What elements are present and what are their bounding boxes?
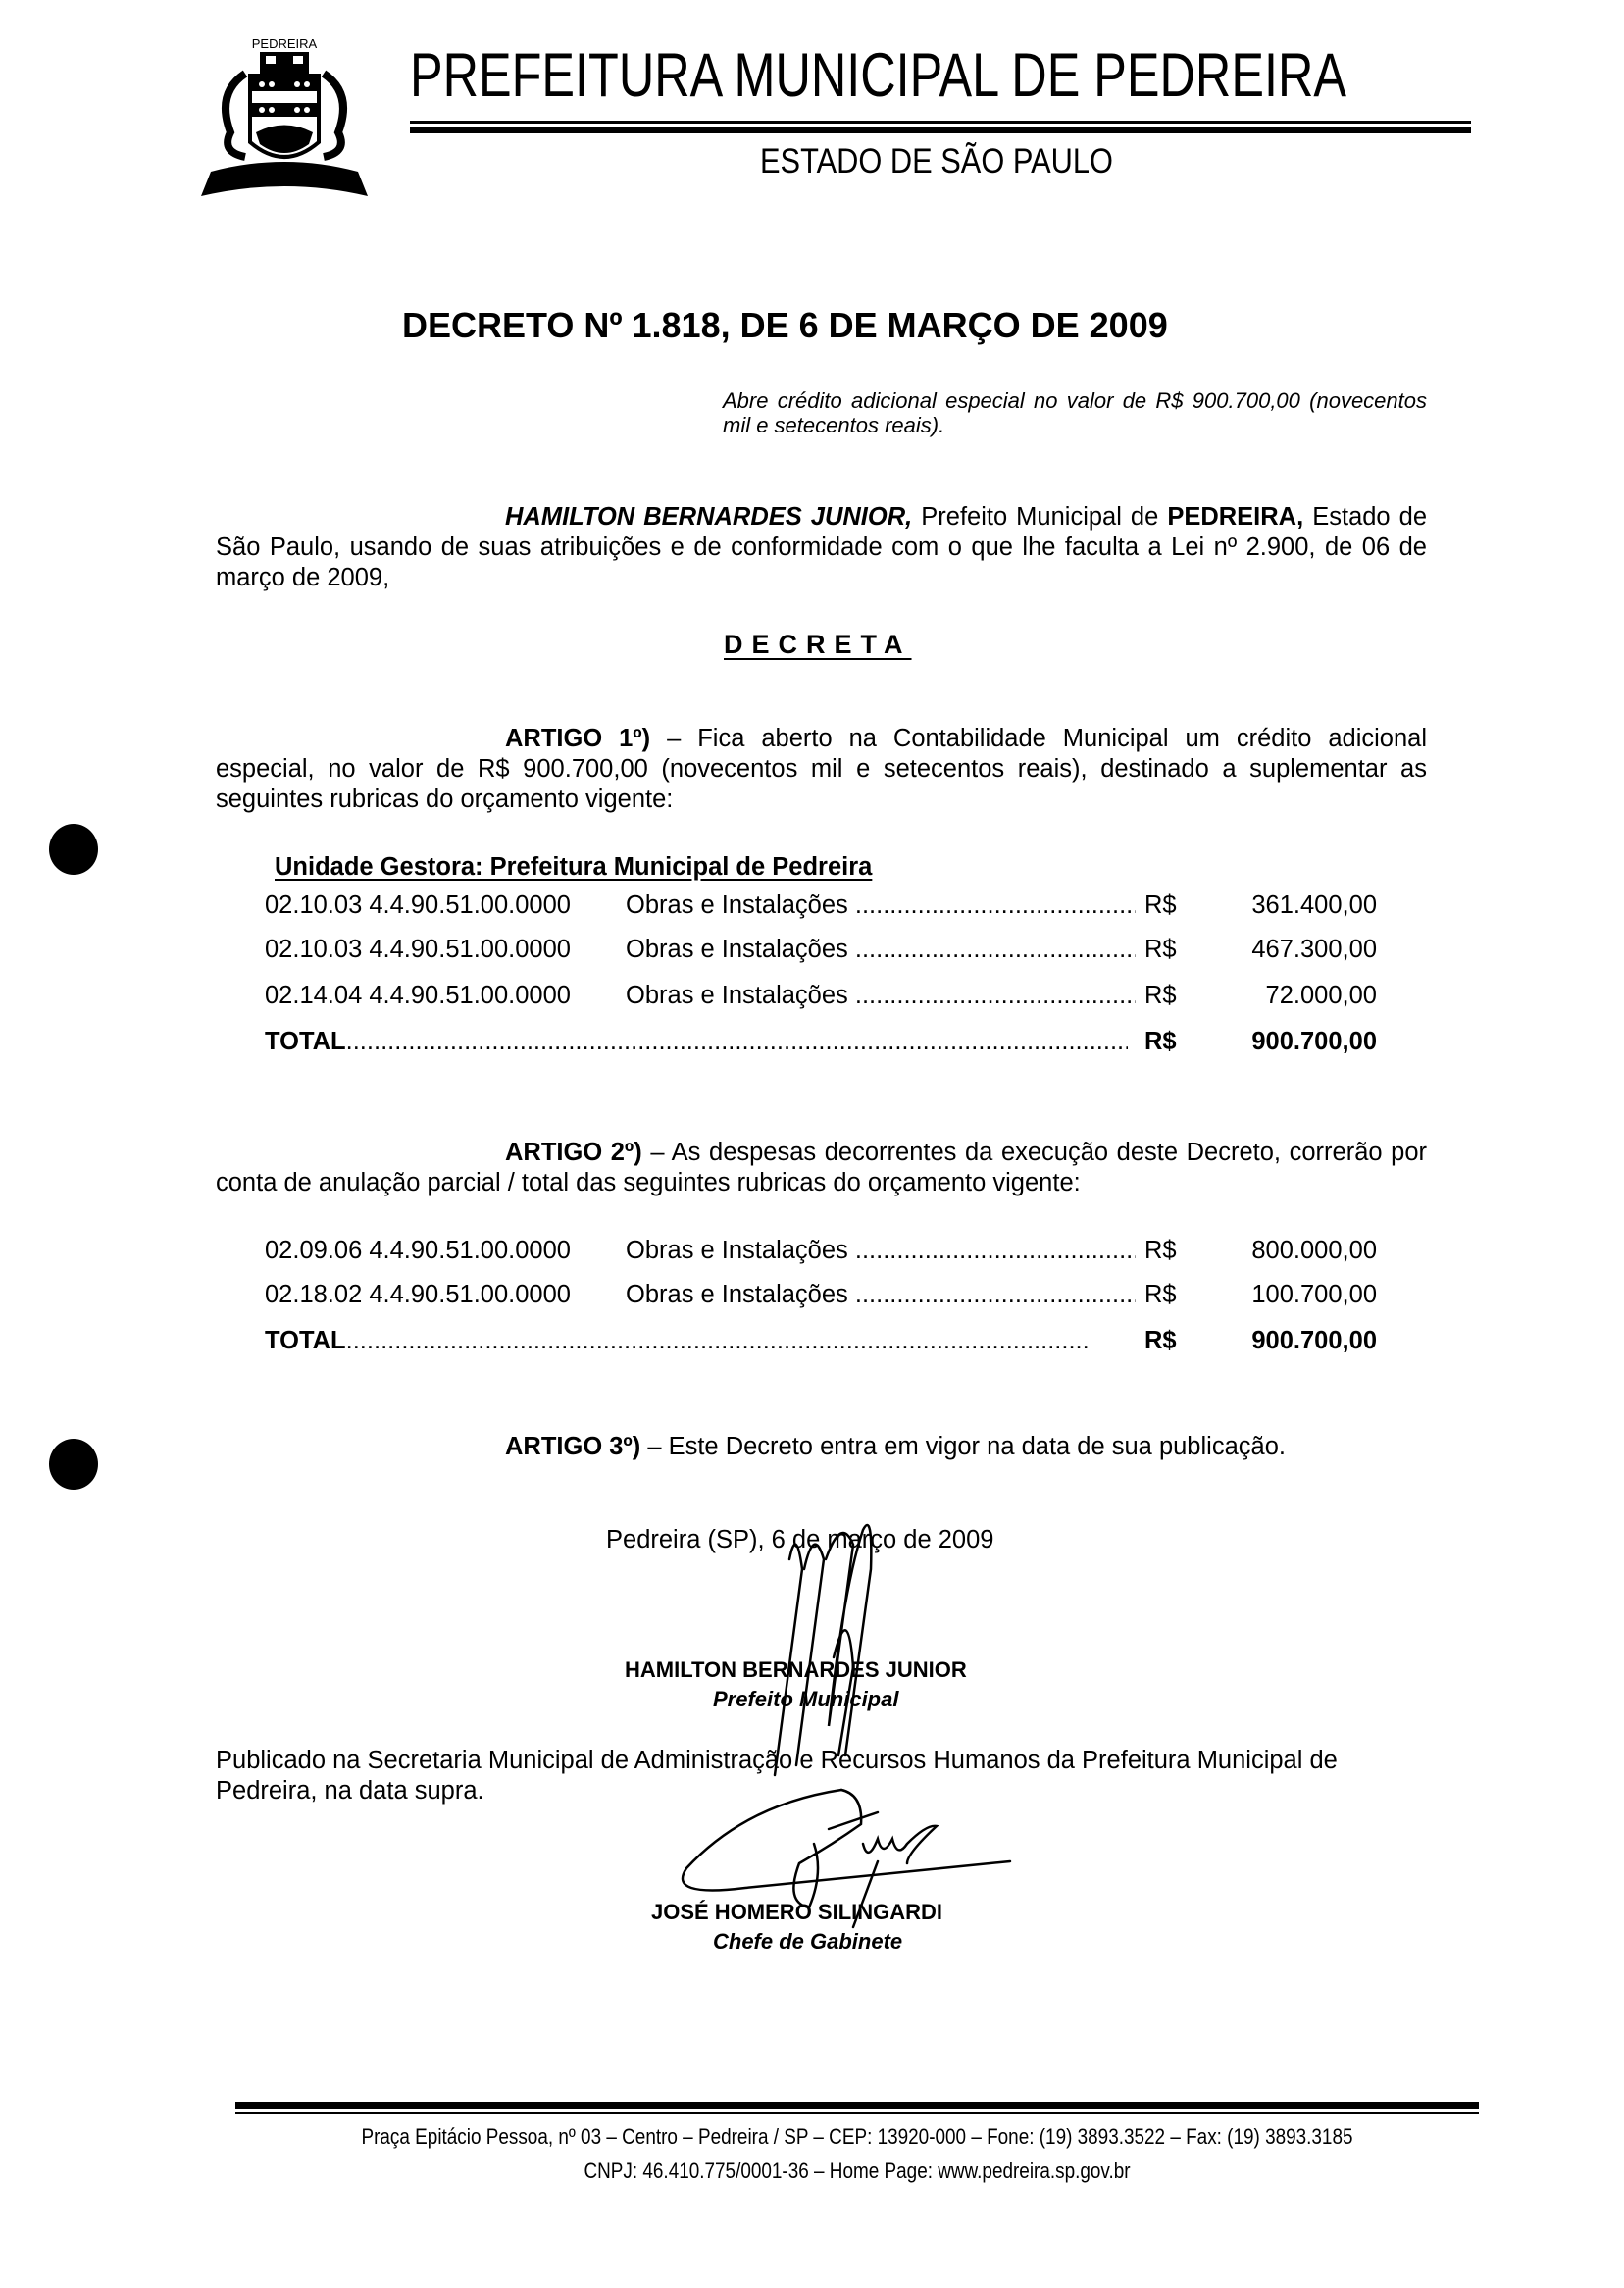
publication-note: Publicado na Secretaria Municipal de Administração e Recursos Humanos da Prefeitura Municipal de Pedreira, na data supra. xyxy=(216,1747,1338,1805)
footer-address: Praça Epitácio Pessoa, nº 03 – Centro – Pedreira / SP – CEP: 13920-000 – Fone: (19) 3893.3522 – Fax: (19) 3893.3185 xyxy=(361,2124,1353,2149)
row-description: Obras e Instalações ..... xyxy=(626,935,1136,964)
row-code: 02.10.03 4.4.90.51.00.0000 xyxy=(265,891,571,919)
row-currency: R$ xyxy=(1144,891,1177,919)
table-row xyxy=(265,1236,1377,1265)
preamble-paragraph xyxy=(216,502,1427,593)
table-row xyxy=(265,981,1377,1010)
article-2-label: ARTIGO 2º) xyxy=(505,1139,642,1166)
row-currency: R$ xyxy=(1144,982,1177,1009)
row-amount: 361.400,00 xyxy=(1251,891,1377,919)
table-total-row xyxy=(265,1326,1377,1355)
punch-hole xyxy=(49,1439,98,1490)
mayor-name: HAMILTON BERNARDES JUNIOR, xyxy=(505,503,913,531)
row-amount: 72.000,00 xyxy=(1265,982,1377,1009)
row-description: Obras e Instalações ..... xyxy=(626,890,1136,920)
article-3 xyxy=(216,1432,1427,1462)
row-currency: R$ xyxy=(1144,1281,1177,1308)
header-divider xyxy=(410,121,1471,124)
signer-1-role: Prefeito Municipal xyxy=(713,1687,899,1711)
preamble-text: Prefeito Municipal de xyxy=(912,503,1168,531)
total-currency: R$ xyxy=(1144,1028,1177,1055)
footer-divider xyxy=(235,2112,1479,2114)
row-code: 02.10.03 4.4.90.51.00.0000 xyxy=(265,936,571,963)
table-row xyxy=(265,935,1377,964)
row-amount: 100.700,00 xyxy=(1251,1281,1377,1308)
svg-text:PEDREIRA: PEDREIRA xyxy=(251,36,318,51)
row-amount: 467.300,00 xyxy=(1251,936,1377,963)
unidade-gestora-heading: Unidade Gestora: Prefeitura Municipal de Pedreira xyxy=(275,853,873,881)
total-amount: 900.700,00 xyxy=(1251,1028,1377,1055)
signature-mayor xyxy=(775,1525,871,1775)
footer-divider xyxy=(235,2102,1479,2109)
signer-1-name: HAMILTON BERNARDES JUNIOR xyxy=(625,1657,967,1682)
header-title: PREFEITURA MUNICIPAL DE PEDREIRA xyxy=(410,41,1346,110)
coat-of-arms-logo xyxy=(191,34,378,201)
preamble-text: Estado de São Paulo, usando de suas atribuições e de conformidade com o que lhe faculta a Lei nº 2.900, de 06 de março de 2009, xyxy=(216,503,1428,591)
total-currency: R$ xyxy=(1144,1327,1177,1354)
total-label: TOTAL ..... xyxy=(265,1326,1089,1355)
row-amount: 800.000,00 xyxy=(1251,1237,1377,1264)
row-description: Obras e Instalações ..... xyxy=(626,981,1136,1010)
article-2 xyxy=(216,1138,1427,1198)
row-description: Obras e Instalações ..... xyxy=(626,1280,1136,1309)
row-description: Obras e Instalações ..... xyxy=(626,1236,1136,1265)
article-3-text: – Este Decreto entra em vigor na data de sua publicação. xyxy=(640,1433,1286,1460)
date-line: Pedreira (SP), 6 de março de 2009 xyxy=(606,1526,994,1553)
row-code: 02.09.06 4.4.90.51.00.0000 xyxy=(265,1237,571,1264)
footer-contact: CNPJ: 46.410.775/0001-36 – Home Page: www.pedreira.sp.gov.br xyxy=(584,2159,1131,2183)
row-currency: R$ xyxy=(1144,1237,1177,1264)
header-subtitle: ESTADO DE SÃO PAULO xyxy=(760,142,1114,180)
decree-ementa: Abre crédito adicional especial no valor de R$ 900.700,00 (novecentos mil e setecentos reais). xyxy=(723,388,1427,437)
row-code: 02.14.04 4.4.90.51.00.0000 xyxy=(265,982,571,1009)
row-code: 02.18.02 4.4.90.51.00.0000 xyxy=(265,1281,571,1308)
article-1-label: ARTIGO 1º) xyxy=(505,725,651,752)
table-row xyxy=(265,1280,1377,1309)
table-total-row xyxy=(265,1027,1377,1056)
header-divider xyxy=(410,127,1471,133)
total-amount: 900.700,00 xyxy=(1251,1327,1377,1354)
signer-2-name: JOSÉ HOMERO SILINGARDI xyxy=(651,1900,943,1924)
punch-hole xyxy=(49,824,98,875)
city-name: PEDREIRA, xyxy=(1167,503,1304,531)
decreta-heading: DECRETA xyxy=(724,630,912,659)
table-row xyxy=(265,890,1377,920)
article-1-text: – Fica aberto na Contabilidade Municipal um crédito adicional especial, no valor de R$ 900.700,00 (novecentos mil e setecentos reais), destinado a suplementar as seguintes rubricas do orçamento vigente: xyxy=(216,725,1427,813)
signer-2-role: Chefe de Gabinete xyxy=(713,1929,903,1954)
article-1 xyxy=(216,724,1427,815)
article-2-text: – As despesas decorrentes da execução deste Decreto, correrão por conta de anulação parcial / total das seguintes rubricas do orçamento vigente: xyxy=(216,1139,1427,1196)
total-label: TOTAL ..... xyxy=(265,1027,1128,1056)
article-3-label: ARTIGO 3º) xyxy=(505,1433,641,1460)
row-currency: R$ xyxy=(1144,936,1177,963)
decree-title: DECRETO Nº 1.818, DE 6 DE MARÇO DE 2009 xyxy=(402,305,1168,345)
